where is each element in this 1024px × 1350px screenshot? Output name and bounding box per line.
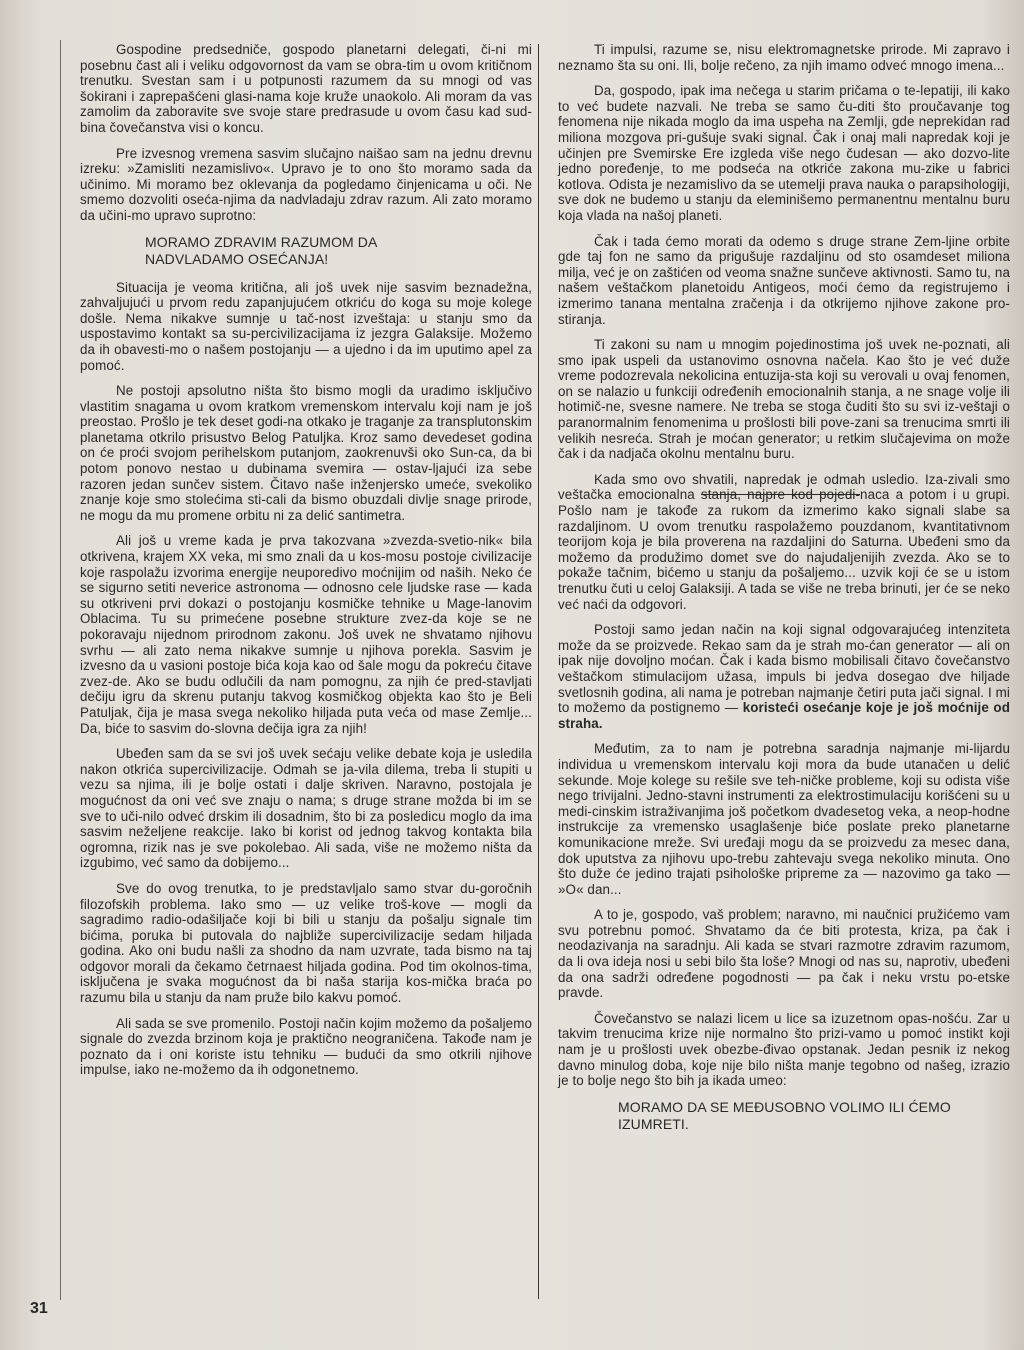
- closing-line: MORAMO DA SE MEĐUSOBNO VOLIMO ILI ĆEMO: [618, 1098, 951, 1115]
- paragraph: [558, 622, 1010, 731]
- paragraph: Međutim, za to nam je potrebna saradnja najmanje mi-lijardu individua u vremenskom intervalu koji mora da bude utanačen u delić sekunde. Moje kolege su rešile sve teh-ničke probleme, koji su odista više nego trivijalni. Jedno-stavni instrumenti za elektrostimulaciju korišćeni su u medi-cinskim istraživanjima još početkom dvadesetog veka, a neop-hodne instrukcije za vremensko usaglašenje biće poslate preko planetarne komunikacione mreže. Svi uređaji mogu da se proizvedu za mesec dana, dok uputstva za njihovu upo-trebu zahtevaju svega nekoliko minuta. Ono što duže će jedino trajati psihološke pripreme za — nazovimo ga tako — »O« dan...: [558, 741, 1010, 897]
- text-run: Kada smo ovo shvatili, napredak je odmah usledio. Iza-zivali smo veštačka emocionalna: [558, 471, 1010, 503]
- paragraph: Da, gospodo, ipak ima nečega u starim pričama o te-lepatiji, ili kako to već budete nazvali. Ne treba se samo ču-diti što proučavanje tog fenomena nije nikada moglo da ima uspeha na Zemlji, gde neprekidan rad miliona mozgova pri-gušuje svaki signal. Čak i onaj mali napredak koji je učinjen pre Svemirske Ere izgleda više nego čudesan — ako dozvo-lite jedno poređenje, to me podseća na otkriće zakona mu-zike u fabrici kotlova. Odista je nezamislivo da se utemelji prava nauka o parapsihologiji, sve dok ne budemo u stanju da eleminišemo permanentnu mentalnu buru koja vlada na našoj planeti.: [558, 83, 1010, 223]
- paragraph: Pre izvesnog vremena sasvim slučajno naišao sam na jednu drevnu izreku: »Zamisliti nezamislivo«. Upravo je to ono što moramo sada da učinimo. Mi moramo bez oklevanja da pogledamo činjenicama u oči. Ne smemo dozvoliti oseća-njima da nadvladaju zdrav razum. Ali zato moramo da učini-mo upravo suprotno:: [80, 145, 532, 223]
- headline-line: NADVLADAMO OSEĆANJA!: [145, 250, 329, 267]
- closing-quote: [618, 1099, 1010, 1133]
- text-run: Postoji samo jedan način na koji signal odgovarajućeg intenziteta može da se proizvede. Rekao sam da je strah mo-ćan generator — ali on ipak nije dovoljno moćan. Čak i kada bismo mobilisali čitavo čovečanstvo veštačkom stimulacijom užasa, impuls bi jedva dosegao dve hiljade svetlosnih godina, ali nama je potreban najmanje četiri puta jači signal. I mi to možemo da postignemo —: [558, 622, 1010, 716]
- paragraph: Sve do ovog trenutka, to je predstavljalo samo stvar du-goročnih filozofskih problema. Iako smo — uz velike troš-kove — mogli da sagradimo radio-odašiljače koji bi bili u stanju da pošalju signale tim bićima, poruka bi putovala do najbliže supercivilizacije sedam hiljada godina. Ako oni budu našli za shodno da nam uzvrate, tada bismo na taj odgovor morali da čekamo četrnaest hiljada godina. Pod tim okolnos-tima, isključena je svaka mogućnost da bi naša starija kos-mička braća po razumu bila u stanju da nam pruže bilo kakvu pomoć.: [80, 880, 532, 1006]
- paragraph: [558, 472, 1010, 612]
- paragraph: Ti impulsi, razume se, nisu elektromagnetske prirode. Mi zapravo i neznamo šta su oni. Ili, bolje rečeno, za njih imamo odveć mnogo imena...: [558, 42, 1010, 73]
- margin-rule: [60, 40, 61, 1300]
- headline: [145, 234, 532, 268]
- column-divider: [538, 44, 539, 1299]
- paragraph: Ali sada se sve promenilo. Postoji način kojim možemo da pošaljemo signale do zvezda brzinom koja je praktično neograničena. Takođe nam je poznato da i oni koriste istu tehniku — budući da smo otkrili njihove impulse, iako ne-možemo da ih odgonetnemo.: [80, 1015, 532, 1078]
- paragraph: Ali još u vreme kada je prva takozvana »zvezda-svetio-nik« bila otkrivena, krajem XX veka, mi smo znali da u kos-mosu postoje civilizacije koje raspolažu izvorima energije neuporedivo moćnijim od naših. Neko će se sigurno setiti neverice astronoma — odnosno cele ljudske rase — kada su otkriveni prvi dokazi o postojanju kosmičke tehnike u Mage-lanovim Oblacima. Tu su primećene posebne strukture zvez-da koje se ne pokoravaju nijednom prirodnom zakonu. Još uvek ne shvatamo njihovu svrhu — ali zato nema nikakve sumnje u njihova porekla. Sasvim je izvesno da u vasioni postoje bića koja kao od šale mogu da pokreću čitave zvez-de. Ako se budu odlučili da nam pomognu, za njih će pred-stavljati dečiju igru da skrenu putanju takvog kosmičkog objekta kao što je Beli Patuljak, čija je masa svega nekoliko hiljada puta veća od mase Zemlje... Da, biće to sasvim do-slovna dečija igra za njih!: [80, 533, 532, 736]
- text-run: naca a potom i u grupi. Pošlo nam je takođe za rukom da izmerimo kako signali slabe sa razdaljinom. U ovom trenutku raspolažemo pouzdanom, kvantitativnom teorijom koja je bila proverena na razdaljini do Saturna. Ubeđeni smo da možemo da produžimo domet sve do najudaljenijih zvezda. Ako se to pokaže tačnim, bićemo u stanju da pošaljemo... uzvik koji će se u istom trenutku čuti u celoj Galaksiji. A tada se više ne treba brinuti, jer će se neko već naći da odgovori.: [558, 487, 1010, 612]
- paragraph: Ne postoji apsolutno ništa što bismo mogli da uradimo isključivo vlastitim snagama u ovom kratkom vremenskom intervalu koji nam je još preostao. Prošlo je tek deset godi-na otkako je traganje za transplutonskim planetama otkrilo prisustvo Belog Patuljka. Kroz samo devedeset godina on će proći svojom perihelskom putanjom, zaokrenuvši oko Sun-ca, da bi potom ponovo nestao u dubinama svemira — ostav-ljajući iza sebe razoren jedan sunčev sistem. Čitavo naše inženjersko umeće, svekoliko znanje koje smo stolećima sti-cali da bismo obuzdali divlje snage prirode, ne mogu da mu promene orbitu ni za delić santimetra.: [80, 383, 532, 523]
- left-column: [80, 42, 532, 1088]
- struck-text: stanja, najpre kod pojedi-: [700, 487, 861, 503]
- paragraph: Situacija je veoma kritična, ali još uvek nije sasvim beznadežna, zahvaljujući u prvom redu zapanjujućem otkriću do koga su moje kolege došle. Nema nikakve sumnje u tač-nost izveštaja: u stanju smo da uspostavimo kontakt sa su-percivilizacijama iz jezgra Galaksije. Možemo da ih obavesti-mo o našem postojanju — a ujedno i da im uputimo apel za pomoć.: [80, 279, 532, 373]
- page-number: 31: [30, 1300, 48, 1317]
- bold-text: koristeći osećanje koje je još moćnije od straha.: [558, 700, 1010, 731]
- right-column: [558, 42, 1010, 1133]
- paragraph: Ti zakoni su nam u mnogim pojedinostima još uvek ne-poznati, ali smo ipak uspeli da ustanovimo osnovna načela. Kao što je već duže vreme podozrevala nekolicina entuzija-sta koji su verovali u ovaj fenomen, on se nalazio u funkciji određenih emocionalnih stanja, a ne snage volje ili hotimič-ne, svesne namere. Ne treba se stoga čuditi što su svi iz-veštaji o paranormalnim fenomenima u prošlosti bili pove-zani sa trenucima smrti ili velikih nesreća. Strah je moćan generator; u retkim slučajevima on može čak i da nadjača okolnu mentalnu buru.: [558, 337, 1010, 462]
- headline-line: MORAMO ZDRAVIM RAZUMOM DA: [145, 233, 378, 250]
- paragraph: Gospodine predsedniče, gospodo planetarni delegati, či-ni mi posebnu čast ali i veliku odgovornost da vam se obra-tim u ovom kritičnom trenutku. Svestan sam i u potpunosti razumem da su mnogi od vas šokirani i zaprepašćeni glasi-nama koje kruže unaokolo. Ali moram da vas zamolim da zaboravite sve svoje stare predrasude u ovom času kad sud-bina čovečanstva visi o koncu.: [80, 42, 532, 135]
- closing-line: IZUMRETI.: [618, 1115, 689, 1132]
- paragraph: Čovečanstvo se nalazi licem u lice sa izuzetnom opas-nošću. Zar u takvim trenucima krize nije normalno što prizi-vamo u pomoć instikt koji nam je u prošlosti uvek obezbe-đivao opstanak. Jedan pesnik iz nekog davno minulog doba, koje nije bilo ništa manje tegobno od našeg, izrazio je to bolje nego što bih ja ikada umeo:: [558, 1010, 1010, 1089]
- paragraph: Ubeđen sam da se svi još uvek sećaju velike debate koja je usledila nakon otkrića supercivilizacije. Odmah se ja-vila dilema, treba li stupiti u vezu sa njima, ili je bolje ostati i dalje skriven. Naravno, postojala je mogućnost da oni već sve znaju o nama; s druge strane možda bi im se sve to uči-nilo odveć drskim ili dosadnim, što bi za posledicu moglo da ima sasvim neželjene reakcije. Iako bi korist od jednog takvog kontakta bila ogromna, rizik nas je sve pokolebao. Ali sada, više ne možemo ništa da izgubimo, već samo da dobijemo...: [80, 746, 532, 871]
- paragraph: Čak i tada ćemo morati da odemo s druge strane Zem-ljine orbite gde taj fon ne samo da prigušuje razdaljinu od sto osamdeset miliona milja, već je on zaštićen od veoma snažne sunčeve aktivnosti. Samo tu, na našem veštačkom planetoidu Antigeos, moći ćemo da registrujemo i izmerimo tanana mentalna zračenja i da otkrijemo njihove zakone pro-stiranja.: [558, 233, 1010, 327]
- paragraph: A to je, gospodo, vaš problem; naravno, mi naučnici pružićemo vam svu potrebnu pomoć. Shvatamo da će biti protesta, kriza, pa čak i neodazivanja na saradnju. Ali kada se stvari razmotre zdravim razumom, da li ova ideja nosi u sebi bilo šta loše? Mnogi od nas su, naprotiv, ubeđeni da ona sadrži određene pogodnosti — pa čak i neku vrstu po-etske pravde.: [558, 907, 1010, 1001]
